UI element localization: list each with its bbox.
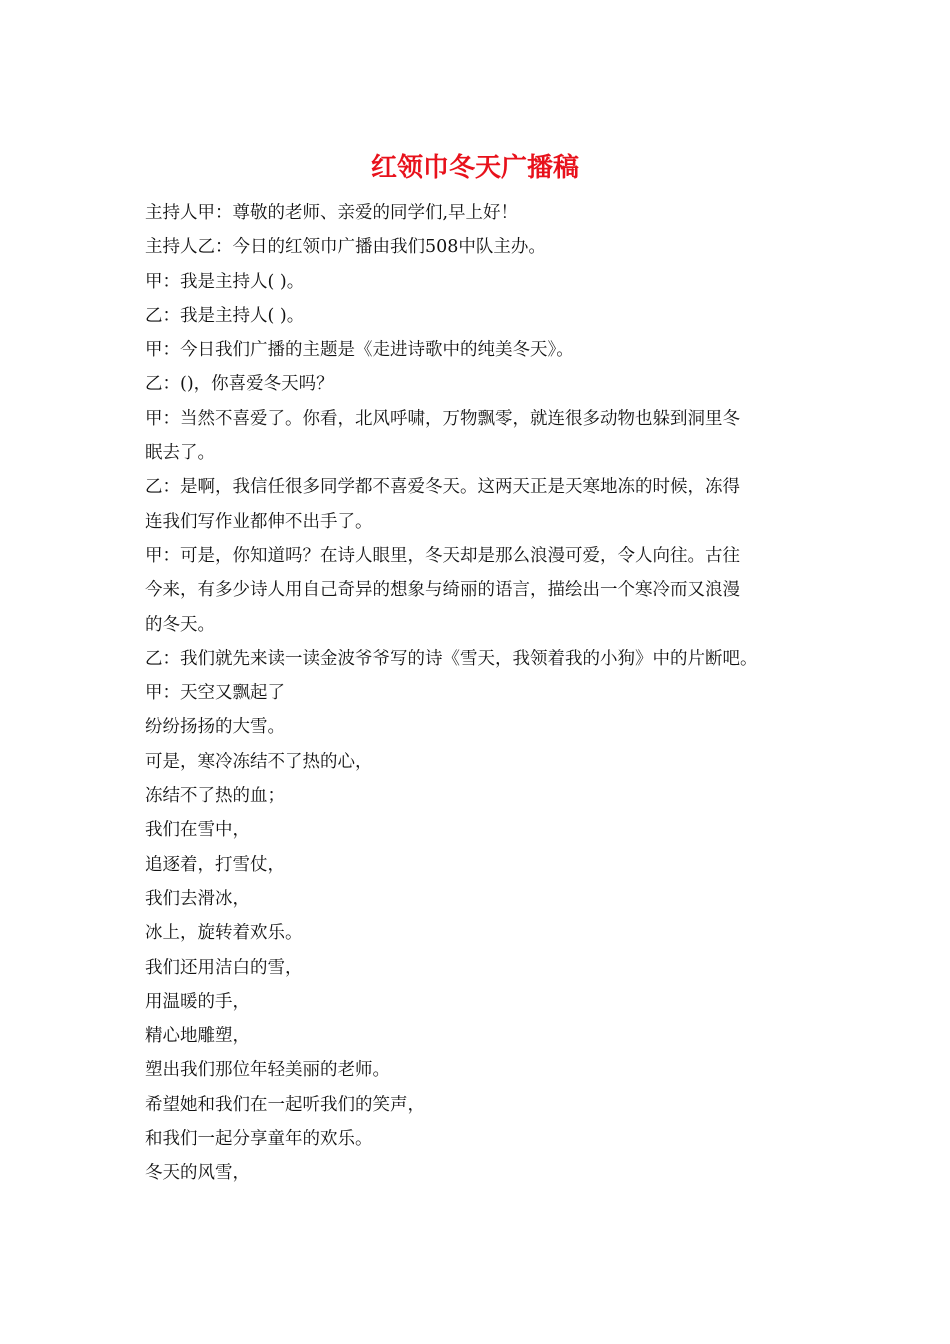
- document-title: 红领巾冬天广播稿: [370, 153, 579, 183]
- document-body: [145, 196, 825, 1191]
- poem-line: 希望她和我们在一起听我们的笑声，: [145, 1094, 425, 1115]
- paragraph-line: 眠去了。: [145, 443, 215, 464]
- paragraph-line: 乙：我们就先来读一读金波爷爷写的诗《雪天，我领着我的小狗》中的片断吧。: [145, 648, 758, 669]
- poem-line: 冻结不了热的血；: [145, 786, 285, 807]
- paragraph-line: 的冬天。: [145, 614, 215, 635]
- poem-line: 冰上，旋转着欢乐。: [145, 923, 303, 944]
- paragraph-line: 乙：是啊，我信任很多同学都不喜爱冬天。这两天正是天寒地冻的时候，冻得: [145, 477, 740, 498]
- paragraph-line: 乙：我是主持人( )。: [145, 305, 305, 326]
- poem-line: 纷纷扬扬的大雪。: [145, 717, 285, 738]
- poem-line: 可是，寒冷冻结不了热的心，: [145, 751, 373, 772]
- paragraph-line: 甲：我是主持人( )。: [145, 271, 305, 292]
- paragraph-line: 连我们写作业都伸不出手了。: [145, 511, 373, 532]
- poem-line: 用温暖的手，: [145, 991, 250, 1012]
- paragraph-line: 甲：今日我们广播的主题是《走进诗歌中的纯美冬天》。: [145, 340, 574, 361]
- poem-line: 甲：天空又飘起了: [145, 683, 285, 704]
- paragraph-line: 主持人甲：尊敬的老师、亲爱的同学们,早上好！: [145, 203, 519, 223]
- poem-line: 冬天的风雪，: [145, 1163, 250, 1184]
- poem-line: 塑出我们那位年轻美丽的老师。: [145, 1060, 390, 1081]
- poem-line: 和我们一起分享童年的欢乐。: [145, 1129, 373, 1150]
- poem-line: 精心地雕塑，: [145, 1026, 250, 1047]
- poem-line: 我们还用洁白的雪，: [145, 957, 303, 978]
- paragraph-line: 甲：可是，你知道吗？在诗人眼里，冬天却是那么浪漫可爱，令人向往。古往: [145, 545, 740, 566]
- poem-line: 我们去滑冰，: [145, 888, 250, 909]
- paragraph-line: 甲：当然不喜爱了。你看，北风呼啸，万物飘零，就连很多动物也躲到洞里冬: [145, 408, 740, 429]
- paragraph-line: 乙：()，你喜爱冬天吗？: [145, 374, 334, 395]
- poem-line: 追逐着，打雪仗，: [145, 854, 285, 875]
- paragraph-line: 今来，有多少诗人用自己奇异的想象与绮丽的语言，描绘出一个寒冷而又浪漫: [145, 580, 740, 601]
- paragraph-line: 主持人乙：今日的红领巾广播由我们508中队主办。: [145, 237, 546, 258]
- poem-line: 我们在雪中，: [145, 820, 250, 841]
